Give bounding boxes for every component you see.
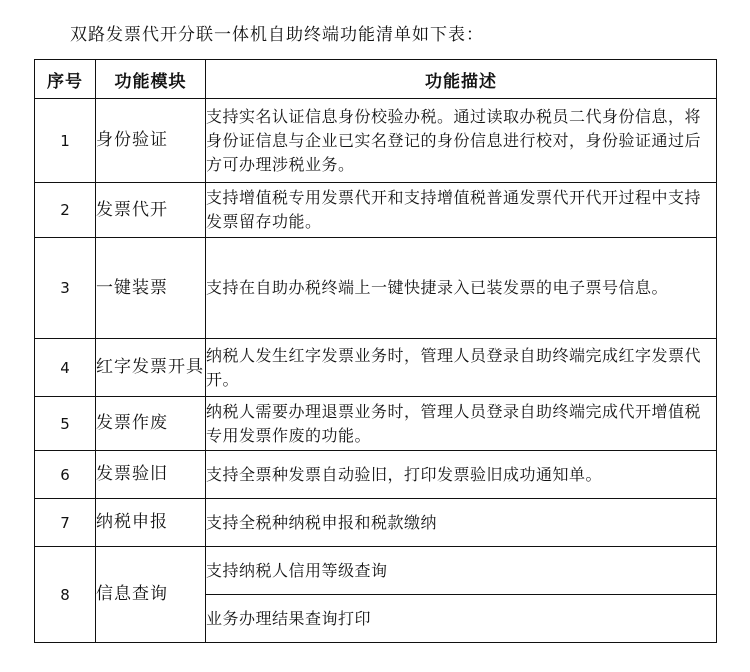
row-number: 2: [35, 183, 96, 238]
row-module: 发票代开: [96, 183, 206, 238]
row-description-text: 纳税人发生红字发票业务时，管理人员登录自助终端完成红字发票代开。: [206, 345, 702, 389]
table-row: [35, 451, 717, 499]
row-module: 发票作废: [96, 397, 206, 451]
row-number: 8: [35, 547, 96, 643]
row-description-text: 支持全税种纳税申报和税款缴纳: [206, 512, 438, 532]
row-number: 4: [35, 339, 96, 397]
table-row: [35, 339, 717, 397]
row-description-text: 业务办理结果查询打印: [206, 608, 372, 628]
header-no: 序号: [35, 60, 96, 99]
row-number: 7: [35, 499, 96, 547]
row-description-text: 支持实名认证信息身份校验办税。通过读取办税员二代身份信息，将身份证信息与企业已实名登记的身份信息进行校对，身份验证通过后方可办理涉税业务。: [206, 106, 702, 174]
row-description: [206, 99, 717, 183]
row-number: 5: [35, 397, 96, 451]
table-row: [35, 499, 717, 547]
row-description-text: 支持纳税人信用等级查询: [206, 560, 388, 580]
table-row: [35, 238, 717, 339]
row-description-text: 支持增值税专用发票代开和支持增值税普通发票代开代开过程中支持发票留存功能。: [206, 188, 702, 231]
row-description: [206, 339, 717, 397]
row-description: [206, 499, 717, 547]
table-caption: 双路发票代开分联一体机自助终端功能清单如下表：: [70, 25, 484, 45]
row-description: [206, 451, 717, 499]
row-description: [206, 238, 717, 339]
row-number: 3: [35, 238, 96, 339]
table-row: [35, 99, 717, 183]
row-module: 红字发票开具: [96, 339, 206, 397]
header-description: 功能描述: [206, 60, 717, 99]
table-header-row: [35, 60, 717, 99]
row-description: [206, 595, 717, 643]
row-module: 身份验证: [96, 99, 206, 183]
row-description: [206, 397, 717, 451]
row-description: [206, 547, 717, 595]
function-list-table: [34, 59, 717, 643]
row-module: 发票验旧: [96, 451, 206, 499]
row-module: 纳税申报: [96, 499, 206, 547]
row-number: 6: [35, 451, 96, 499]
row-module: 一键装票: [96, 238, 206, 339]
header-module: 功能模块: [96, 60, 206, 99]
table-row: [35, 547, 717, 595]
row-module: 信息查询: [96, 547, 206, 643]
row-description-text: 纳税人需要办理退票业务时，管理人员登录自助终端完成代开增值税专用发票作废的功能。: [206, 401, 702, 445]
row-description-text: 支持在自助办税终端上一键快捷录入已装发票的电子票号信息。: [206, 278, 669, 297]
row-number: 1: [35, 99, 96, 183]
row-description: [206, 183, 717, 238]
table-row: [35, 397, 717, 451]
row-description-text: 支持全票种发票自动验旧，打印发票验旧成功通知单。: [206, 464, 603, 484]
table-row: [35, 183, 717, 238]
